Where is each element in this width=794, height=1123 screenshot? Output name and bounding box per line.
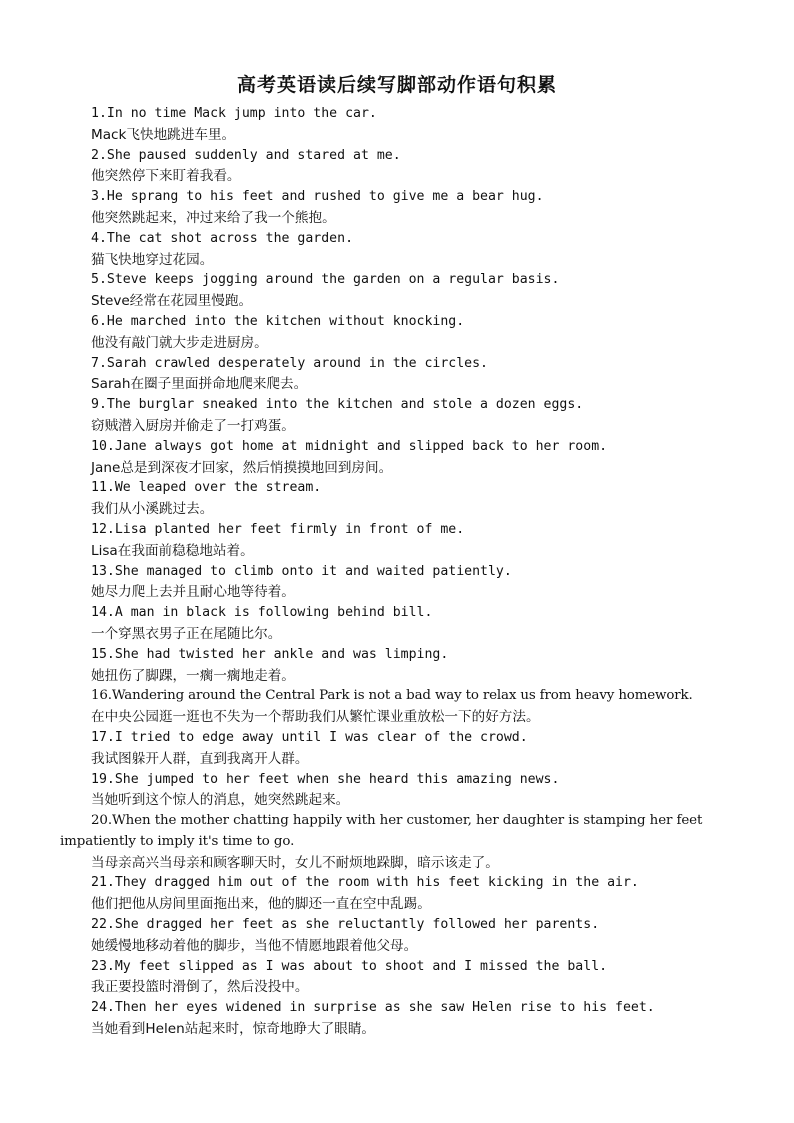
english-sentence: 16.Wandering around the Central Park is not a bad way to relax us from heavy homework. xyxy=(91,688,693,704)
chinese-translation: Lisa在我面前稳稳地站着。 xyxy=(91,542,254,559)
english-sentence: 15.She had twisted her ankle and was limping. xyxy=(91,646,449,662)
chinese-translation: 在中央公园逛一逛也不失为一个帮助我们从繁忙课业重放松一下的好方法。 xyxy=(91,709,540,726)
chinese-translation: 他没有敲门就大步走进厨房。 xyxy=(91,334,268,351)
english-sentence: 12.Lisa planted her feet firmly in front of me. xyxy=(91,521,465,537)
english-sentence: 22.She dragged her feet as she reluctantly followed her parents. xyxy=(91,917,600,933)
chinese-translation: 我们从小溪跳过去。 xyxy=(91,501,214,518)
chinese-translation: Steve经常在花园里慢跑。 xyxy=(91,293,253,310)
english-sentence: 21.They dragged him out of the room with his feet kicking in the air. xyxy=(91,875,639,891)
chinese-translation: 窃贼潜入厨房并偷走了一打鸡蛋。 xyxy=(91,417,295,434)
chinese-translation: 他们把他从房间里面拖出来，他的脚还一直在空中乱踢。 xyxy=(91,896,431,913)
chinese-translation: 他突然停下来盯着我看。 xyxy=(91,168,241,185)
chinese-translation: 一个穿黑衣男子正在尾随比尔。 xyxy=(91,625,282,642)
chinese-translation: Sarah在圈子里面拼命地爬来爬去。 xyxy=(91,376,308,393)
chinese-translation: Mack飞快地跳进车里。 xyxy=(91,126,236,143)
english-sentence: 1.In no time Mack jump into the car. xyxy=(91,106,377,121)
chinese-translation: 猫飞快地穿过花园。 xyxy=(91,251,214,268)
page-title: 高考英语读后续写脚部动作语句积累 xyxy=(236,74,557,96)
chinese-translation: 当她看到Helen站起来时，惊奇地睁大了眼睛。 xyxy=(91,1021,376,1038)
english-sentence: 23.My feet slipped as I was about to shoot and I missed the ball. xyxy=(91,958,608,974)
chinese-translation: 她扭伤了脚踝，一瘸一瘸地走着。 xyxy=(91,667,295,684)
english-sentence: 6.He marched into the kitchen without knocking. xyxy=(91,313,465,329)
chinese-translation: 我试图躲开人群，直到我离开人群。 xyxy=(91,750,309,767)
english-sentence: 7.Sarah crawled desperately around in the circles. xyxy=(91,355,488,371)
chinese-translation: 他突然跳起来，冲过来给了我一个熊抱。 xyxy=(91,209,336,226)
chinese-translation: 我正要投篮时滑倒了，然后没投中。 xyxy=(91,979,309,996)
english-sentence: 24.Then her eyes widened in surprise as she saw Helen rise to his feet. xyxy=(91,1000,655,1016)
english-sentence: 20.When the mother chatting happily with her customer, her daughter is stamping her feet impatiently to imply it's time to go. xyxy=(60,813,703,849)
chinese-translation: 她缓慢地移动着他的脚步，当他不情愿地跟着他父母。 xyxy=(91,937,418,954)
english-sentence: 2.She paused suddenly and stared at me. xyxy=(91,147,401,163)
english-sentence: 11.We leaped over the stream. xyxy=(91,480,322,496)
chinese-translation: 当她听到这个惊人的消息，她突然跳起来。 xyxy=(91,792,350,809)
english-sentence: 10.Jane always got home at midnight and slipped back to her room. xyxy=(91,438,608,454)
english-sentence: 4.The cat shot across the garden. xyxy=(91,230,354,246)
sentence-list xyxy=(60,104,740,1040)
chinese-translation: Jane总是到深夜才回家，然后悄摸摸地回到房间。 xyxy=(91,459,393,476)
english-sentence: 5.Steve keeps jogging around the garden on a regular basis. xyxy=(91,272,560,288)
english-sentence: 17.I tried to edge away until I was clear of the crowd. xyxy=(91,729,528,745)
english-sentence: 14.A man in black is following behind bill. xyxy=(91,605,433,621)
chinese-translation: 她尽力爬上去并且耐心地等待着。 xyxy=(91,584,295,601)
english-sentence: 19.She jumped to her feet when she heard this amazing news. xyxy=(91,771,560,787)
english-sentence: 3.He sprang to his feet and rushed to give me a bear hug. xyxy=(91,189,544,205)
chinese-translation: 当母亲高兴当母亲和顾客聊天时，女儿不耐烦地跺脚，暗示该走了。 xyxy=(91,854,499,871)
english-sentence: 9.The burglar sneaked into the kitchen and stole a dozen eggs. xyxy=(91,397,584,413)
english-sentence: 13.She managed to climb onto it and waited patiently. xyxy=(91,563,512,579)
